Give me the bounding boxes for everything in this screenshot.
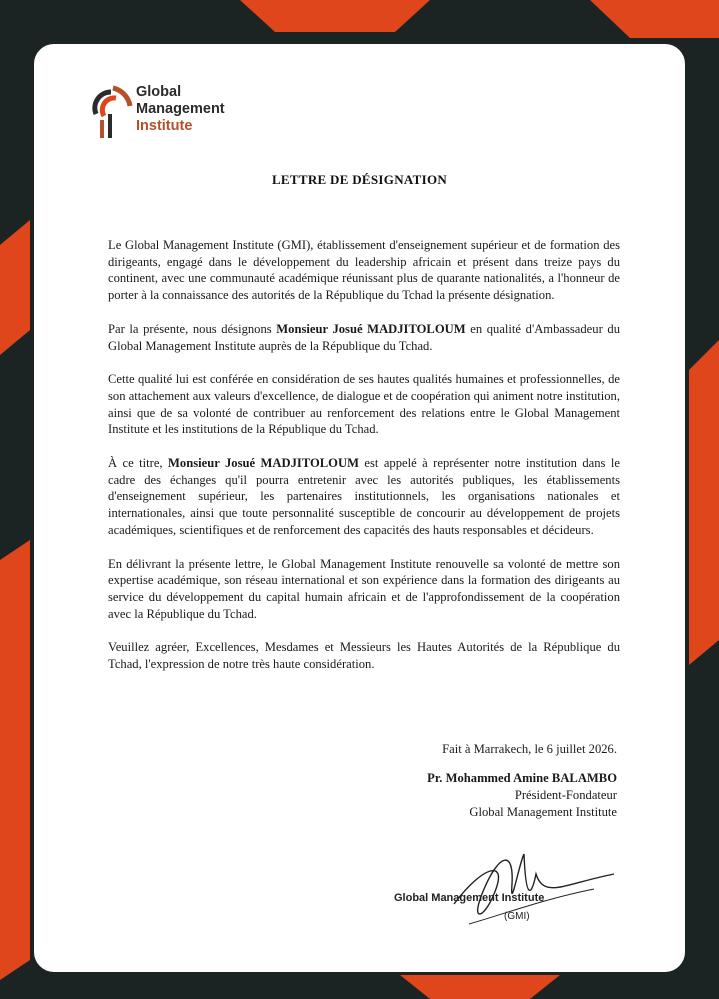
- signature-block: [427, 741, 617, 821]
- letter-body: [108, 237, 620, 690]
- paragraph: Cette qualité lui est conférée en considération de ses hautes qualités humaines et professionnelles, de son attachement aux valeurs d'excellence, de dialogue et de coopération qui animent notre institution, ainsi que de sa volonté de contribuer au renforcement des relations entre le Global Management Institute et les institutions de la République du Tchad.: [108, 372, 620, 437]
- paragraph: Par la présente, nous désignons Monsieur Josué MADJITOLOUM en qualité d'Ambassadeur du Global Management Institute auprès de la République du Tchad.: [108, 321, 620, 353]
- logo-line-2: Management: [136, 101, 225, 117]
- letter-page: [32, 42, 687, 974]
- gmi-logo: [90, 84, 250, 144]
- ambassador-name: Monsieur Josué MADJITOLOUM: [168, 456, 359, 471]
- signatory-role: Président-Fondateur: [514, 788, 617, 802]
- paragraph: Le Global Management Institute (GMI), établissement d'enseignement supérieur et de formation des dirigeants, engagé dans le développement du leadership africain et présent dans treize pays du continent, avec une communauté académique réunissant plus de quarante nationalités, a l'honneur de porter à la connaissance des autorités de la République du Tchad la présente désignation.: [108, 238, 620, 303]
- paragraph: En délivrant la présente lettre, le Global Management Institute renouvelle sa volonté de mettre son expertise académique, son réseau international et son expérience dans la formation des dirigeants au service du développement du capital humain africain et de l'approfondissement de la coopération avec la République du Tchad.: [108, 556, 620, 621]
- gmi-arc-logo-icon: [90, 84, 132, 140]
- handwritten-signature: [394, 844, 634, 934]
- signatory-name: Pr. Mohammed Amine BALAMBO: [427, 771, 617, 785]
- place-date: Fait à Marrakech, le 6 juillet 2026.: [442, 742, 617, 756]
- stamp-sub: (GMI): [504, 911, 530, 922]
- letter-title: LETTRE DE DÉSIGNATION: [271, 172, 448, 187]
- logo-line-3: Institute: [136, 118, 193, 134]
- ambassador-name: Monsieur Josué MADJITOLOUM: [276, 321, 466, 336]
- paragraph: Veuillez agréer, Excellences, Mesdames et Messieurs les Hautes Autorités de la République du Tchad, l'expression de notre très haute considération.: [108, 640, 620, 672]
- logo-wordmark: [136, 84, 225, 135]
- signatory-org: Global Management Institute: [469, 805, 617, 819]
- paragraph: À ce titre, Monsieur Josué MADJITOLOUM est appelé à représenter notre institution dans le cadre des échanges qu'il pourra entretenir avec les autorités publiques, les établissements d'enseignement supérieur, les partenaires institutionnels, les organisations nationales et internationales, ainsi que toute personnalité susceptible de concourir au développement de projets académiques, scientifiques et de renforcement des capacités des hauts responsables et décideurs.: [108, 456, 620, 537]
- logo-line-1: Global: [136, 84, 182, 100]
- stamp-text: Global Management Institute: [394, 892, 545, 904]
